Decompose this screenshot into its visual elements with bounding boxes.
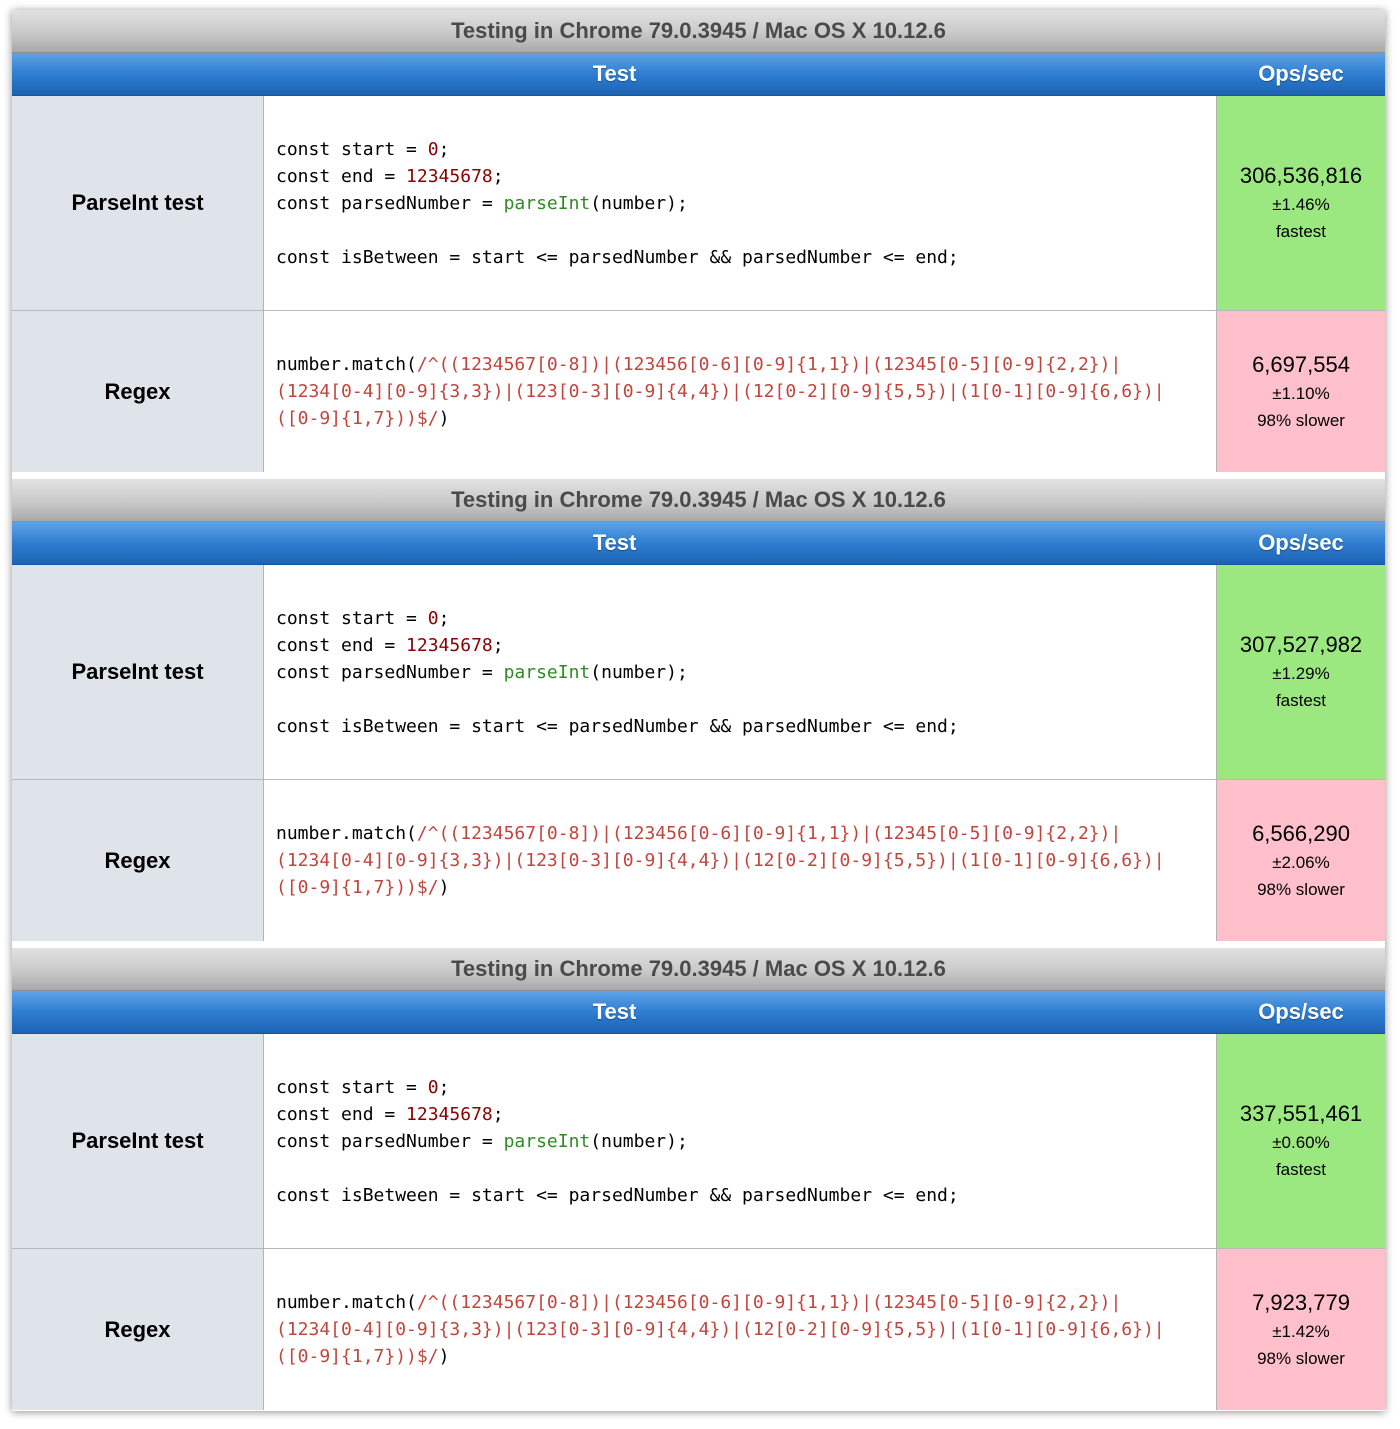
test-code <box>264 780 1217 941</box>
table-row-parseint <box>12 1034 1385 1249</box>
table-header <box>12 991 1385 1034</box>
column-header-ops: Ops/sec <box>1258 61 1344 86</box>
result-table-1 <box>12 10 1385 473</box>
table-row-regex <box>12 1249 1385 1410</box>
ops-error-margin: ±1.10% <box>1272 383 1330 403</box>
ops-error-margin: ±1.29% <box>1272 664 1330 683</box>
test-name: ParseInt test <box>12 1034 264 1248</box>
test-code <box>264 96 1217 310</box>
ops-value: 7,923,779 <box>1252 1289 1350 1315</box>
column-header-test: Test <box>592 61 637 86</box>
column-header-test: Test <box>592 999 637 1024</box>
ops-rank: 98% slower <box>1257 879 1345 899</box>
benchmark-results <box>12 10 1385 1411</box>
ops-error-margin: ±0.60% <box>1272 1133 1330 1152</box>
test-name: ParseInt test <box>12 96 264 310</box>
test-name: Regex <box>12 311 264 472</box>
column-header-ops: Ops/sec <box>1258 530 1344 555</box>
ops-result-fastest <box>1217 1034 1385 1248</box>
test-code <box>264 1034 1217 1248</box>
ops-error-margin: ±1.42% <box>1272 1321 1330 1341</box>
table-header <box>12 53 1385 96</box>
test-name: Regex <box>12 1249 264 1410</box>
result-table-2 <box>12 479 1385 942</box>
code-block: number.match(/^((1234567[0-8])|(123456[0-6][0-9]{1,1})|(12345[0-5][0-9]{2,2})| (1234[0-4][0-9]{3,3})|(123[0-3][0-9]{4,4})|(12[0-2][0-9]{5,5})|(1[0-1][0-9]{6,6})| ([0-9]{1,7}))$/) <box>276 354 1165 429</box>
table-header <box>12 522 1385 565</box>
table-row-parseint <box>12 96 1385 311</box>
code-block: number.match(/^((1234567[0-8])|(123456[0-6][0-9]{1,1})|(12345[0-5][0-9]{2,2})| (1234[0-4][0-9]{3,3})|(123[0-3][0-9]{4,4})|(12[0-2][0-9]{5,5})|(1[0-1][0-9]{6,6})| ([0-9]{1,7}))$/) <box>276 1292 1165 1367</box>
column-header-ops: Ops/sec <box>1258 999 1344 1024</box>
ops-value: 306,536,816 <box>1239 163 1363 188</box>
ops-value: 337,551,461 <box>1239 1101 1363 1126</box>
test-name: Regex <box>12 780 264 941</box>
ops-result-fastest <box>1217 565 1385 779</box>
code-block: const start = 0; const end = 12345678; const parsedNumber = parseInt(number); const isBetween = start <= parsedNumber && parsedNumber <= end; <box>276 1076 959 1206</box>
ops-rank: fastest <box>1275 222 1327 241</box>
column-header-test: Test <box>592 530 637 555</box>
code-block: const start = 0; const end = 12345678; const parsedNumber = parseInt(number); const isBetween = start <= parsedNumber && parsedNumber <= end; <box>276 607 959 737</box>
ops-rank: fastest <box>1275 1160 1327 1179</box>
ops-error-margin: ±1.46% <box>1272 195 1330 214</box>
table-row-regex <box>12 780 1385 941</box>
ops-result-fastest <box>1217 96 1385 310</box>
table-row-regex <box>12 311 1385 472</box>
ops-result-slower <box>1217 311 1385 472</box>
ops-value: 307,527,982 <box>1239 632 1363 657</box>
test-code <box>264 311 1217 472</box>
test-code <box>264 1249 1217 1410</box>
ops-error-margin: ±2.06% <box>1272 852 1330 872</box>
ops-result-slower <box>1217 1249 1385 1410</box>
table-caption: Testing in Chrome 79.0.3945 / Mac OS X 10.12.6 <box>12 948 1385 991</box>
table-caption: Testing in Chrome 79.0.3945 / Mac OS X 10.12.6 <box>12 479 1385 522</box>
table-caption: Testing in Chrome 79.0.3945 / Mac OS X 10.12.6 <box>12 10 1385 53</box>
table-row-parseint <box>12 565 1385 780</box>
ops-rank: fastest <box>1275 691 1327 710</box>
code-block: number.match(/^((1234567[0-8])|(123456[0-6][0-9]{1,1})|(12345[0-5][0-9]{2,2})| (1234[0-4][0-9]{3,3})|(123[0-3][0-9]{4,4})|(12[0-2][0-9]{5,5})|(1[0-1][0-9]{6,6})| ([0-9]{1,7}))$/) <box>276 823 1165 898</box>
test-code <box>264 565 1217 779</box>
result-table-3 <box>12 948 1385 1411</box>
code-block: const start = 0; const end = 12345678; const parsedNumber = parseInt(number); const isBetween = start <= parsedNumber && parsedNumber <= end; <box>276 138 959 268</box>
ops-result-slower <box>1217 780 1385 941</box>
test-name: ParseInt test <box>12 565 264 779</box>
ops-value: 6,697,554 <box>1252 351 1350 377</box>
ops-value: 6,566,290 <box>1252 820 1350 846</box>
ops-rank: 98% slower <box>1257 410 1345 430</box>
ops-rank: 98% slower <box>1257 1348 1345 1368</box>
